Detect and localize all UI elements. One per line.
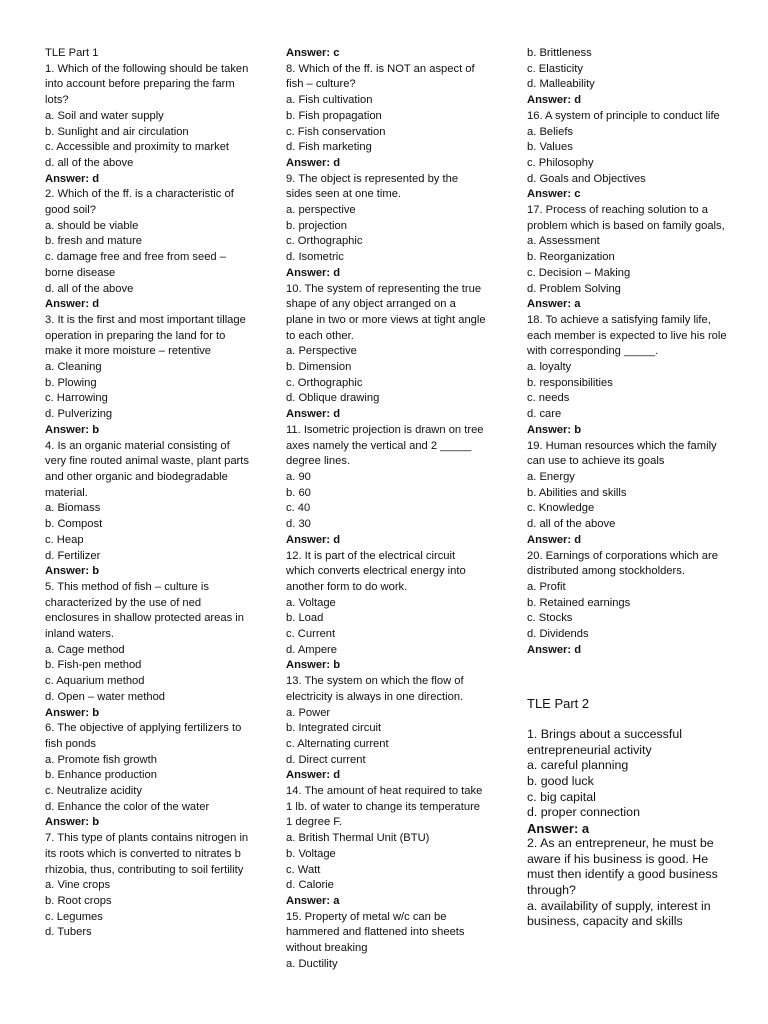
answer-option: c. big capital	[527, 789, 596, 804]
answer-option: d. Malleability	[527, 78, 595, 91]
answer-option: a. Energy	[527, 470, 575, 483]
answer-option: c. Orthographic	[286, 376, 363, 389]
answer-option: b. Fish propagation	[286, 109, 382, 122]
answer-option: c. Accessible and proximity to market	[45, 141, 230, 154]
answer-option: a. 90	[286, 470, 311, 483]
answer-option: c. Elasticity	[527, 62, 583, 75]
question-block	[527, 109, 732, 203]
answer-option: d. care	[527, 408, 562, 421]
question-block	[527, 727, 732, 836]
correct-answer: Answer: b	[45, 565, 100, 578]
answer-option: d. Fish marketing	[286, 141, 372, 154]
answer-option: d. all of the above	[45, 282, 134, 295]
answer-option: a. perspective	[286, 204, 356, 217]
question-text: 8. Which of the ff. is NOT an aspect of fish – culture?	[286, 62, 475, 91]
question-block	[45, 187, 250, 313]
part-1-title: TLE Part 1	[45, 47, 99, 59]
column-1	[45, 46, 250, 941]
question-text: 3. It is the first and most important tillage operation in preparing the land for to make it more moisture – retentive	[45, 313, 246, 358]
question-text: 2. As an entrepreneur, he must be aware if his business is good. He must then identify a good business through?	[527, 836, 718, 898]
answer-option: d. Dividends	[527, 628, 589, 641]
question-text: 13. The system on which the flow of electricity is always in one direction.	[286, 675, 464, 703]
answer-option: a. careful planning	[527, 758, 629, 773]
question-text: 15. Property of metal w/c can be hammered and flattened into sheets without breaking	[286, 910, 465, 955]
question-text: 20. Earnings of corporations which are distributed among stockholders.	[527, 549, 718, 578]
correct-answer: Answer: b	[286, 659, 341, 672]
correct-answer: Answer: d	[45, 298, 100, 311]
question-list	[286, 46, 486, 972]
question-text: 12. It is part of the electrical circuit which converts electrical energy into another form to do work.	[286, 549, 466, 593]
answer-option: b. Retained earnings	[527, 596, 631, 609]
correct-answer: Answer: c	[527, 188, 581, 201]
answer-option: c. Stocks	[527, 612, 573, 625]
answer-option: c. Watt	[286, 863, 321, 876]
answer-option: b. Sunlight and air circulation	[45, 125, 189, 138]
answer-option: a. Vine crops	[45, 879, 111, 892]
answer-option: c. Harrowing	[45, 392, 108, 405]
answer-option: b. Plowing	[45, 376, 97, 389]
answer-option: c. Philosophy	[527, 156, 594, 169]
correct-answer: Answer: b	[45, 423, 100, 436]
answer-option: d. Tubers	[45, 926, 92, 939]
question-block	[286, 172, 486, 282]
correct-answer: Answer: b	[45, 816, 100, 829]
answer-option: d. Goals and Objectives	[527, 172, 646, 185]
correct-answer: Answer: b	[527, 423, 582, 436]
answer-option: d. proper connection	[527, 805, 640, 820]
answer-option: d. Isometric	[286, 251, 344, 264]
answer-option: d. Ampere	[286, 643, 337, 656]
answer-option: b. fresh and mature	[45, 235, 143, 248]
answer-option: b. Load	[286, 612, 324, 625]
answer-option: b. 60	[286, 486, 311, 499]
answer-option: b. Voltage	[286, 847, 336, 860]
question-block	[45, 313, 250, 439]
question-text: 18. To achieve a satisfying family life, each member is expected to live his role with corresponding _____.	[527, 313, 727, 358]
correct-answer: Answer: a	[527, 298, 581, 311]
question-block	[527, 203, 732, 313]
answer-option: d. Oblique drawing	[286, 392, 380, 405]
answer-option: c. Neutralize acidity	[45, 785, 142, 798]
part-2-title: TLE Part 2	[527, 696, 590, 712]
correct-answer: Answer: d	[527, 533, 582, 546]
answer-option: b. Abilities and skills	[527, 486, 627, 499]
answer-option: a. loyalty	[527, 361, 572, 374]
answer-option: d. Open – water method	[45, 690, 166, 703]
correct-answer: Answer: a	[527, 820, 590, 836]
answer-option: b. Brittleness	[527, 47, 592, 59]
question-list	[45, 62, 250, 941]
part-2-question-list	[527, 727, 732, 930]
correct-answer: Answer: d	[286, 769, 341, 782]
question-block	[45, 721, 250, 831]
question-block	[286, 282, 486, 423]
answer-option: a. Assessment	[527, 235, 600, 248]
question-text: 7. This type of plants contains nitrogen in its roots which is converted to nitrates b rhizobia, thus, contributing to soil fertility	[45, 832, 249, 876]
column-3	[527, 46, 732, 930]
answer-option: c. Knowledge	[527, 502, 595, 515]
answer-option: b. Enhance production	[45, 769, 157, 782]
question-text: 14. The amount of heat required to take 1 lb. of water to change its temperature 1 degree F.	[286, 785, 483, 829]
question-block	[527, 439, 732, 549]
question-text: 1. Brings about a successful entrepreneurial activity	[527, 727, 682, 757]
question-block	[527, 549, 732, 659]
question-text: 10. The system of representing the true shape of any object arranged on a plane in two or more views at tight angle to each other.	[286, 282, 486, 342]
question-text: 16. A system of principle to conduct life	[527, 109, 720, 122]
correct-answer: Answer: d	[286, 156, 341, 169]
answer-option: c. Alternating current	[286, 737, 389, 750]
question-block	[45, 580, 250, 721]
question-block	[286, 62, 486, 172]
question-block	[286, 46, 486, 62]
answer-option: b. Dimension	[286, 361, 352, 374]
answer-option: d. Calorie	[286, 879, 334, 892]
answer-option: a. availability of supply, interest in business, capacity and skills	[527, 898, 711, 929]
answer-option: a. Power	[286, 706, 331, 719]
question-block	[286, 549, 486, 675]
answer-option: c. Decision – Making	[527, 266, 631, 279]
answer-option: b. responsibilities	[527, 376, 613, 389]
answer-option: a. Cleaning	[45, 361, 102, 374]
answer-option: a. should be viable	[45, 219, 139, 232]
question-block	[45, 439, 250, 580]
answer-option: c. 40	[286, 502, 311, 515]
answer-option: c. Fish conservation	[286, 125, 386, 138]
answer-option: c. Heap	[45, 533, 84, 546]
question-text: 9. The object is represented by the sides seen at one time.	[286, 172, 459, 201]
column-2	[286, 46, 486, 972]
question-text: 17. Process of reaching solution to a problem which is based on family goals,	[527, 204, 725, 232]
answer-option: a. Soil and water supply	[45, 109, 164, 122]
answer-option: d. Fertilizer	[45, 549, 101, 562]
question-text: 11. Isometric projection is drawn on tree axes namely the vertical and 2 _____ degree lines.	[286, 423, 484, 468]
answer-option: a. Biomass	[45, 502, 101, 515]
correct-answer: Answer: d	[45, 172, 100, 185]
correct-answer: Answer: c	[286, 47, 340, 59]
answer-option: d. Pulverizing	[45, 408, 113, 421]
answer-option: c. Aquarium method	[45, 675, 145, 688]
question-block	[45, 62, 250, 188]
answer-option: a. Beliefs	[527, 125, 574, 138]
answer-option: b. Integrated circuit	[286, 722, 382, 735]
question-text: 1. Which of the following should be taken into account before preparing the farm lots?	[45, 62, 249, 107]
answer-option: b. good luck	[527, 773, 594, 788]
question-block	[45, 831, 250, 941]
correct-answer: Answer: d	[527, 643, 582, 656]
question-block	[286, 674, 486, 784]
answer-option: b. Compost	[45, 518, 103, 531]
question-block	[527, 836, 732, 930]
question-list	[527, 46, 732, 658]
answer-option: c. Current	[286, 628, 336, 641]
answer-option: a. Ductility	[286, 957, 338, 970]
question-text: 6. The objective of applying fertilizers to fish ponds	[45, 722, 242, 750]
answer-option: d. Problem Solving	[527, 282, 621, 295]
answer-option: c. Orthographic	[286, 235, 363, 248]
answer-option: b. Fish-pen method	[45, 659, 142, 672]
answer-option: a. Perspective	[286, 345, 357, 358]
question-block	[527, 46, 732, 109]
answer-option: d. Enhance the color of the water	[45, 800, 210, 813]
answer-option: a. Voltage	[286, 596, 336, 609]
answer-option: b. Values	[527, 141, 573, 154]
answer-option: b. projection	[286, 219, 347, 232]
question-block	[286, 784, 486, 910]
answer-option: b. Root crops	[45, 894, 112, 907]
answer-option: a. Promote fish growth	[45, 753, 157, 766]
question-text: 4. Is an organic material consisting of very fine routed animal waste, plant parts and other organic and biodegradable material.	[45, 439, 249, 499]
correct-answer: Answer: d	[286, 408, 341, 421]
question-block	[286, 910, 486, 973]
correct-answer: Answer: b	[45, 706, 100, 719]
answer-option: c. damage free and free from seed – borne disease	[45, 251, 226, 279]
correct-answer: Answer: d	[286, 266, 341, 279]
answer-option: d. 30	[286, 518, 311, 531]
answer-option: d. Direct current	[286, 753, 366, 766]
answer-option: d. all of the above	[45, 156, 134, 169]
answer-option: c. Legumes	[45, 910, 103, 923]
correct-answer: Answer: a	[286, 894, 340, 907]
answer-option: a. Profit	[527, 580, 566, 593]
question-text: 5. This method of fish – culture is characterized by the use of ned enclosures in shallow protected areas in inland waters.	[45, 580, 244, 641]
correct-answer: Answer: d	[527, 94, 582, 107]
answer-option: b. Reorganization	[527, 251, 615, 264]
question-text: 19. Human resources which the family can use to achieve its goals	[527, 439, 717, 468]
answer-option: d. all of the above	[527, 518, 616, 531]
question-text: 2. Which of the ff. is a characteristic of good soil?	[45, 188, 234, 217]
correct-answer: Answer: d	[286, 533, 341, 546]
answer-option: a. British Thermal Unit (BTU)	[286, 832, 430, 845]
question-block	[527, 313, 732, 439]
question-block	[286, 423, 486, 549]
answer-option: c. needs	[527, 392, 570, 405]
answer-option: a. Fish cultivation	[286, 94, 373, 107]
answer-option: a. Cage method	[45, 643, 125, 656]
